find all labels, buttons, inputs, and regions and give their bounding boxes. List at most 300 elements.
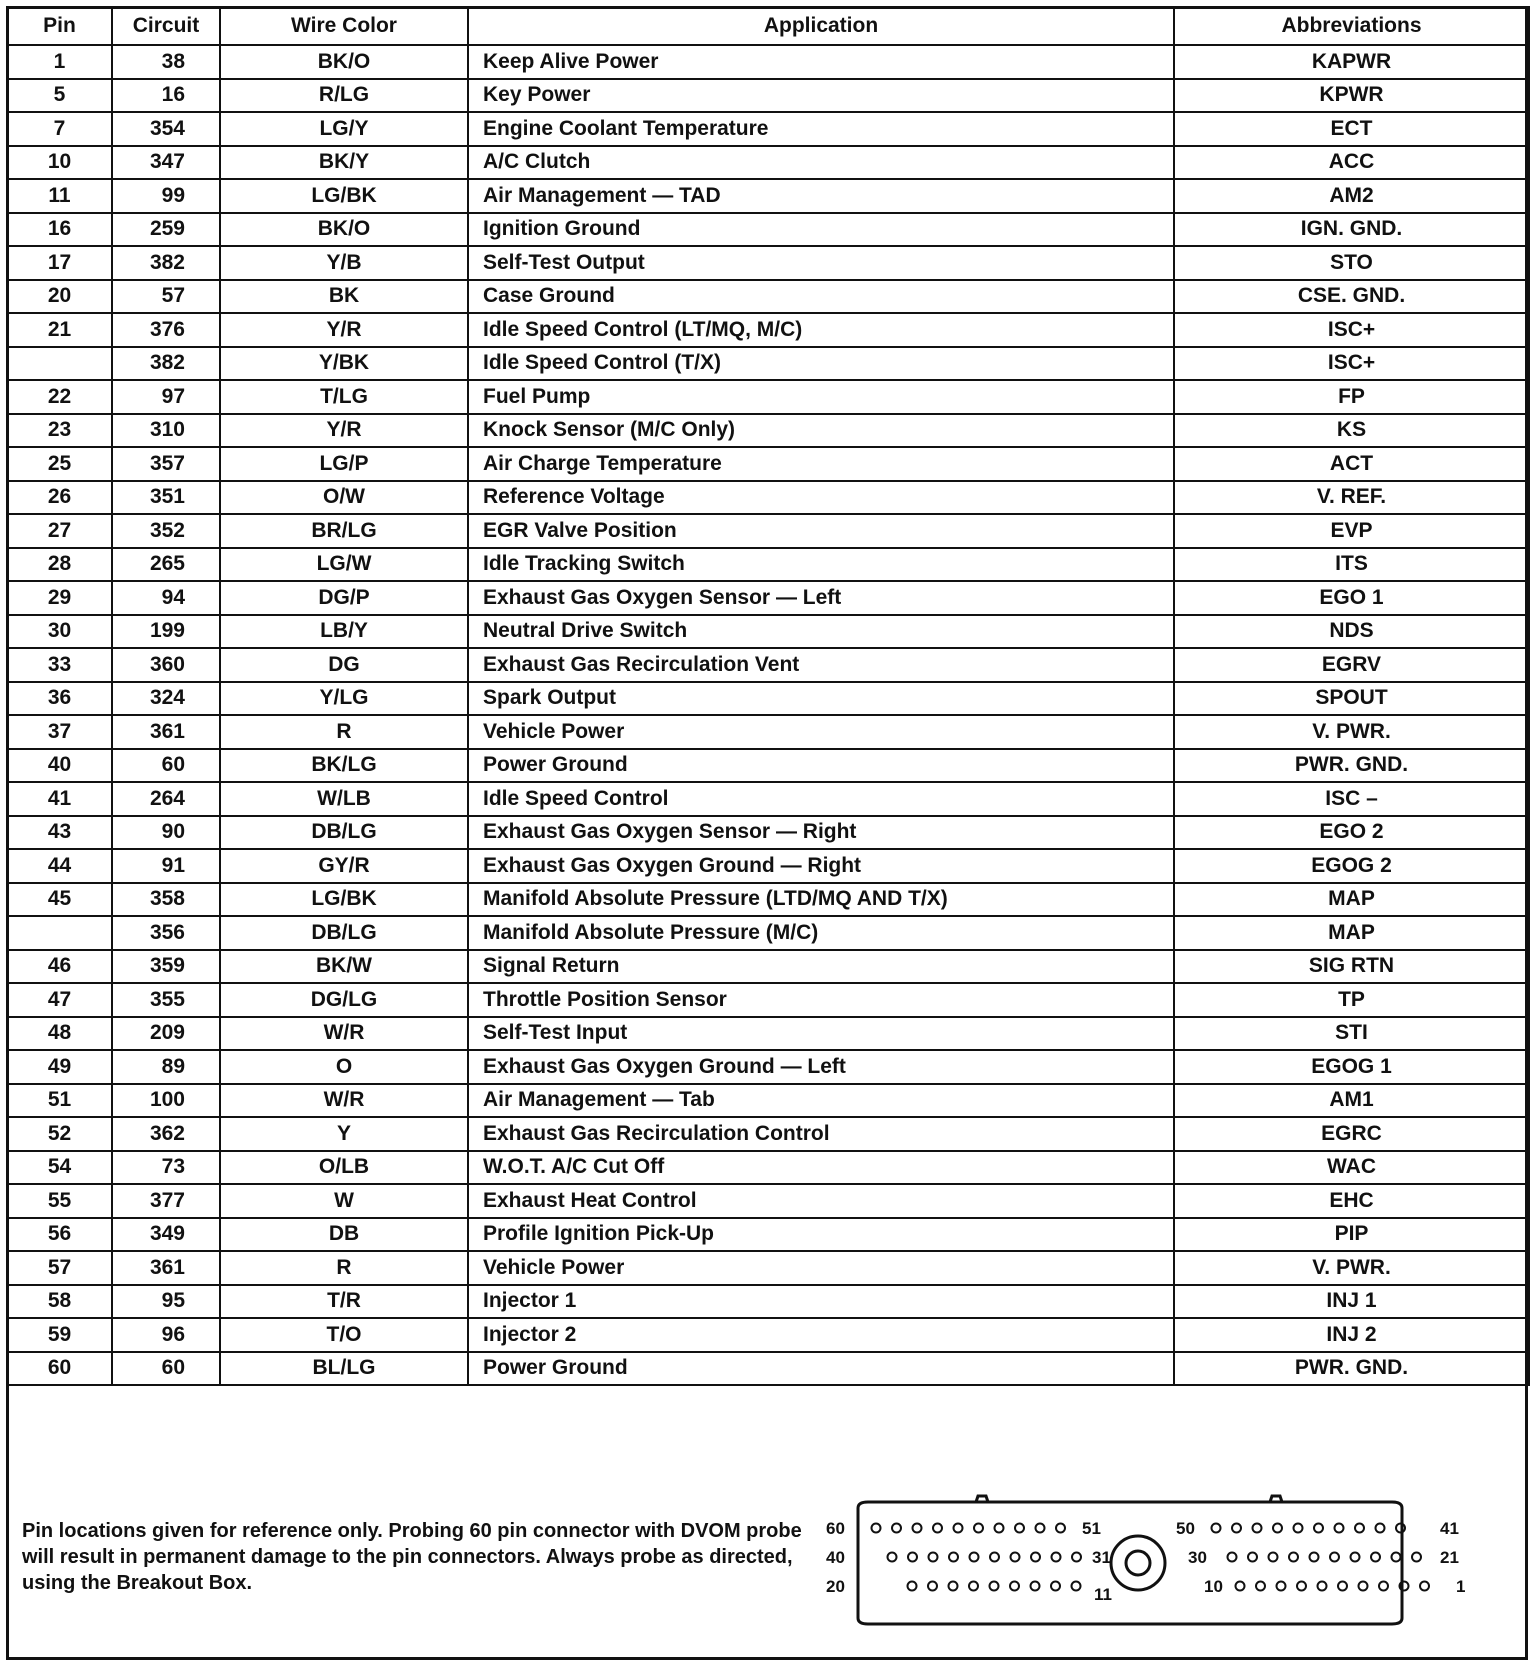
pin-cell: 54: [7, 1151, 112, 1185]
abbreviation-cell: ISC+: [1174, 313, 1529, 347]
pin-label-50: 50: [1176, 1519, 1195, 1538]
pin-hole: [1379, 1582, 1388, 1591]
pin-cell: 44: [7, 849, 112, 883]
circuit-cell: 73: [112, 1151, 220, 1185]
wire-color-cell: T/R: [220, 1285, 468, 1319]
circuit-cell: 356: [112, 916, 220, 950]
pin-hole: [1289, 1553, 1298, 1562]
wire-color-cell: T/LG: [220, 380, 468, 414]
table-row: [7, 79, 1529, 113]
abbreviation-cell: V. REF.: [1174, 481, 1529, 515]
application-cell: Knock Sensor (M/C Only): [468, 414, 1174, 448]
application-cell: W.O.T. A/C Cut Off: [468, 1151, 1174, 1185]
application-cell: Self-Test Input: [468, 1017, 1174, 1051]
pin-hole: [908, 1553, 917, 1562]
wire-color-cell: O/W: [220, 481, 468, 515]
pin-hole: [1355, 1524, 1364, 1533]
pin-label-51: 51: [1082, 1519, 1101, 1538]
pin-cell: 7: [7, 112, 112, 146]
pin-hole: [1236, 1582, 1245, 1591]
pin-hole: [1036, 1524, 1045, 1533]
pin-hole: [1248, 1553, 1257, 1562]
pin-hole: [970, 1553, 979, 1562]
header-circuit: Circuit: [112, 7, 220, 45]
table-row: [7, 1318, 1529, 1352]
application-cell: Throttle Position Sensor: [468, 983, 1174, 1017]
circuit-cell: 349: [112, 1218, 220, 1252]
table-row: [7, 213, 1529, 247]
application-cell: Keep Alive Power: [468, 45, 1174, 79]
pin-hole: [1310, 1553, 1319, 1562]
pin-cell: 36: [7, 682, 112, 716]
wire-color-cell: Y: [220, 1117, 468, 1151]
pin-hole: [1277, 1582, 1286, 1591]
table-row: [7, 682, 1529, 716]
pin-cell: 16: [7, 213, 112, 247]
circuit-cell: 354: [112, 112, 220, 146]
pin-cell: 20: [7, 280, 112, 314]
pin-hole: [1351, 1553, 1360, 1562]
pin-hole: [1212, 1524, 1221, 1533]
abbreviation-cell: MAP: [1174, 916, 1529, 950]
pin-hole: [995, 1524, 1004, 1533]
pin-hole: [949, 1553, 958, 1562]
pin-cell: 28: [7, 548, 112, 582]
pin-cell: 56: [7, 1218, 112, 1252]
pin-hole: [1010, 1582, 1019, 1591]
pin-hole: [954, 1524, 963, 1533]
wire-color-cell: BK: [220, 280, 468, 314]
pin-hole: [1273, 1524, 1282, 1533]
pin-label-11: 11: [1094, 1585, 1112, 1604]
pin-cell: 57: [7, 1251, 112, 1285]
pin-hole: [1371, 1553, 1380, 1562]
abbreviation-cell: EGO 2: [1174, 816, 1529, 850]
pin-label-31: 31: [1092, 1548, 1111, 1567]
wire-color-cell: BR/LG: [220, 514, 468, 548]
table-row: [7, 45, 1529, 79]
wire-color-cell: W/R: [220, 1017, 468, 1051]
pin-label-21: 21: [1440, 1548, 1459, 1567]
table-row: [7, 1017, 1529, 1051]
pin-cell: 29: [7, 581, 112, 615]
pin-hole: [1015, 1524, 1024, 1533]
table-row: [7, 1050, 1529, 1084]
abbreviation-cell: WAC: [1174, 1151, 1529, 1185]
circuit-cell: 352: [112, 514, 220, 548]
pin-cell: [7, 916, 112, 950]
application-cell: Idle Tracking Switch: [468, 548, 1174, 582]
pin-cell: 22: [7, 380, 112, 414]
connector-diagram: [820, 1486, 1520, 1636]
abbreviation-cell: STO: [1174, 246, 1529, 280]
pin-hole: [892, 1524, 901, 1533]
table-row: [7, 548, 1529, 582]
table-row: [7, 1218, 1529, 1252]
pin-hole: [1330, 1553, 1339, 1562]
table-row: [7, 1117, 1529, 1151]
pin-cell: 51: [7, 1084, 112, 1118]
pin-hole: [1072, 1553, 1081, 1562]
wire-color-cell: BK/W: [220, 950, 468, 984]
wire-color-cell: LG/BK: [220, 883, 468, 917]
pin-hole: [1253, 1524, 1262, 1533]
pin-hole: [1051, 1582, 1060, 1591]
pin-hole: [1297, 1582, 1306, 1591]
circuit-cell: 60: [112, 1352, 220, 1386]
connector-center-boss-outer: [1111, 1536, 1165, 1590]
abbreviation-cell: IGN. GND.: [1174, 213, 1529, 247]
circuit-cell: 265: [112, 548, 220, 582]
connector-center-boss-inner: [1126, 1551, 1150, 1575]
circuit-cell: 94: [112, 581, 220, 615]
pin-hole: [913, 1524, 922, 1533]
application-cell: Exhaust Heat Control: [468, 1184, 1174, 1218]
header-application: Application: [468, 7, 1174, 45]
abbreviation-cell: SIG RTN: [1174, 950, 1529, 984]
application-cell: Exhaust Gas Recirculation Vent: [468, 648, 1174, 682]
circuit-cell: 90: [112, 816, 220, 850]
wire-color-cell: O: [220, 1050, 468, 1084]
application-cell: Exhaust Gas Oxygen Ground — Right: [468, 849, 1174, 883]
pin-hole: [1256, 1582, 1265, 1591]
wire-color-cell: W: [220, 1184, 468, 1218]
table-row: [7, 1084, 1529, 1118]
pin-hole: [990, 1553, 999, 1562]
circuit-cell: 95: [112, 1285, 220, 1319]
pin-label-20: 20: [826, 1577, 845, 1596]
circuit-cell: 361: [112, 1251, 220, 1285]
application-cell: Idle Speed Control: [468, 782, 1174, 816]
table-row: [7, 447, 1529, 481]
abbreviation-cell: FP: [1174, 380, 1529, 414]
circuit-cell: 358: [112, 883, 220, 917]
application-cell: Injector 1: [468, 1285, 1174, 1319]
abbreviation-cell: ISC+: [1174, 347, 1529, 381]
pin-hole: [1420, 1582, 1429, 1591]
pin-cell: 5: [7, 79, 112, 113]
header-pin: Pin: [7, 7, 112, 45]
pin-hole: [1056, 1524, 1065, 1533]
abbreviation-cell: ACT: [1174, 447, 1529, 481]
abbreviation-cell: PWR. GND.: [1174, 749, 1529, 783]
pin-hole: [888, 1553, 897, 1562]
pin-cell: [7, 347, 112, 381]
circuit-cell: 359: [112, 950, 220, 984]
circuit-cell: 38: [112, 45, 220, 79]
abbreviation-cell: EVP: [1174, 514, 1529, 548]
application-cell: Profile Ignition Pick-Up: [468, 1218, 1174, 1252]
application-cell: Injector 2: [468, 1318, 1174, 1352]
abbreviation-cell: EGO 1: [1174, 581, 1529, 615]
wire-color-cell: Y/BK: [220, 347, 468, 381]
pin-hole: [1359, 1582, 1368, 1591]
abbreviation-cell: EGRV: [1174, 648, 1529, 682]
pin-cell: 30: [7, 615, 112, 649]
circuit-cell: 362: [112, 1117, 220, 1151]
pin-cell: 11: [7, 179, 112, 213]
circuit-cell: 259: [112, 213, 220, 247]
note-line: Pin locations given for reference only. Probing 60 pin connector with DVOM probe: [22, 1520, 802, 1542]
wire-color-cell: Y/R: [220, 313, 468, 347]
application-cell: Reference Voltage: [468, 481, 1174, 515]
wire-color-cell: LB/Y: [220, 615, 468, 649]
pin-cell: 60: [7, 1352, 112, 1386]
pin-label-30: 30: [1188, 1548, 1207, 1567]
wire-color-cell: LG/Y: [220, 112, 468, 146]
wire-color-cell: Y/R: [220, 414, 468, 448]
table-row: [7, 112, 1529, 146]
abbreviation-cell: ITS: [1174, 548, 1529, 582]
wire-color-cell: DB/LG: [220, 816, 468, 850]
pin-cell: 1: [7, 45, 112, 79]
wire-color-cell: R: [220, 715, 468, 749]
wire-color-cell: BK/O: [220, 45, 468, 79]
table-row: [7, 581, 1529, 615]
pin-label-40: 40: [826, 1548, 845, 1567]
pin-cell: 41: [7, 782, 112, 816]
table-row: [7, 648, 1529, 682]
circuit-cell: 355: [112, 983, 220, 1017]
wire-color-cell: GY/R: [220, 849, 468, 883]
application-cell: Exhaust Gas Recirculation Control: [468, 1117, 1174, 1151]
table-row: [7, 414, 1529, 448]
circuit-cell: 361: [112, 715, 220, 749]
abbreviation-cell: MAP: [1174, 883, 1529, 917]
application-cell: EGR Valve Position: [468, 514, 1174, 548]
circuit-cell: 16: [112, 79, 220, 113]
pin-cell: 47: [7, 983, 112, 1017]
abbreviation-cell: TP: [1174, 983, 1529, 1017]
application-cell: Key Power: [468, 79, 1174, 113]
table-row: [7, 715, 1529, 749]
pin-hole: [1376, 1524, 1385, 1533]
circuit-cell: 199: [112, 615, 220, 649]
wire-color-cell: R: [220, 1251, 468, 1285]
application-cell: Power Ground: [468, 749, 1174, 783]
pin-cell: 40: [7, 749, 112, 783]
abbreviation-cell: AM1: [1174, 1084, 1529, 1118]
pin-hole: [1031, 1553, 1040, 1562]
connector-outline: [858, 1502, 1402, 1624]
application-cell: Manifold Absolute Pressure (M/C): [468, 916, 1174, 950]
application-cell: Signal Return: [468, 950, 1174, 984]
application-cell: Exhaust Gas Oxygen Sensor — Left: [468, 581, 1174, 615]
table-row: [7, 615, 1529, 649]
table-row: [7, 146, 1529, 180]
pin-hole: [1052, 1553, 1061, 1562]
abbreviation-cell: CSE. GND.: [1174, 280, 1529, 314]
circuit-cell: 209: [112, 1017, 220, 1051]
pin-cell: 45: [7, 883, 112, 917]
application-cell: Power Ground: [468, 1352, 1174, 1386]
table-row: [7, 950, 1529, 984]
wire-color-cell: DB: [220, 1218, 468, 1252]
circuit-cell: 97: [112, 380, 220, 414]
pin-hole: [1269, 1553, 1278, 1562]
pin-hole: [1392, 1553, 1401, 1562]
pin-cell: 27: [7, 514, 112, 548]
header-abbreviations: Abbreviations: [1174, 7, 1529, 45]
pin-cell: 48: [7, 1017, 112, 1051]
abbreviation-cell: EGOG 2: [1174, 849, 1529, 883]
pin-hole: [872, 1524, 881, 1533]
table-row: [7, 179, 1529, 213]
circuit-cell: 100: [112, 1084, 220, 1118]
wire-color-cell: W/R: [220, 1084, 468, 1118]
wire-color-cell: BK/LG: [220, 749, 468, 783]
table-row: [7, 280, 1529, 314]
abbreviation-cell: EGOG 1: [1174, 1050, 1529, 1084]
circuit-cell: 60: [112, 749, 220, 783]
wire-color-cell: W/LB: [220, 782, 468, 816]
header-row: [7, 7, 1529, 45]
wire-color-cell: BL/LG: [220, 1352, 468, 1386]
pin-hole: [974, 1524, 983, 1533]
abbreviation-cell: INJ 1: [1174, 1285, 1529, 1319]
table-row: [7, 916, 1529, 950]
pin-label-41: 41: [1440, 1519, 1459, 1538]
circuit-cell: 360: [112, 648, 220, 682]
application-cell: Engine Coolant Temperature: [468, 112, 1174, 146]
circuit-cell: 376: [112, 313, 220, 347]
abbreviation-cell: KPWR: [1174, 79, 1529, 113]
application-cell: Vehicle Power: [468, 715, 1174, 749]
table-row: [7, 1184, 1529, 1218]
table-row: [7, 849, 1529, 883]
pin-cell: 52: [7, 1117, 112, 1151]
note-line: using the Breakout Box.: [22, 1572, 253, 1594]
pin-cell: 25: [7, 447, 112, 481]
pin-cell: 49: [7, 1050, 112, 1084]
pin-hole: [1314, 1524, 1323, 1533]
pin-cell: 59: [7, 1318, 112, 1352]
pin-hole: [990, 1582, 999, 1591]
table-row: [7, 313, 1529, 347]
pin-cell: 33: [7, 648, 112, 682]
wire-color-cell: DG: [220, 648, 468, 682]
pin-hole: [1412, 1553, 1421, 1562]
circuit-cell: 264: [112, 782, 220, 816]
pin-cell: 21: [7, 313, 112, 347]
table-row: [7, 749, 1529, 783]
wire-color-cell: DB/LG: [220, 916, 468, 950]
note-line: will result in permanent damage to the pin connectors. Always probe as directed,: [22, 1546, 793, 1568]
circuit-cell: 96: [112, 1318, 220, 1352]
wire-color-cell: LG/W: [220, 548, 468, 582]
pin-hole: [1318, 1582, 1327, 1591]
pin-label-1: 1: [1456, 1577, 1466, 1596]
pin-hole: [1294, 1524, 1303, 1533]
application-cell: Idle Speed Control (T/X): [468, 347, 1174, 381]
table-row: [7, 782, 1529, 816]
pin-hole: [1072, 1582, 1081, 1591]
abbreviation-cell: AM2: [1174, 179, 1529, 213]
wire-color-cell: Y/B: [220, 246, 468, 280]
pin-cell: 26: [7, 481, 112, 515]
wire-color-cell: DG/LG: [220, 983, 468, 1017]
pin-hole: [908, 1582, 917, 1591]
application-cell: A/C Clutch: [468, 146, 1174, 180]
pin-cell: 46: [7, 950, 112, 984]
table-row: [7, 246, 1529, 280]
abbreviation-cell: ECT: [1174, 112, 1529, 146]
application-cell: Air Management — Tab: [468, 1084, 1174, 1118]
abbreviation-cell: V. PWR.: [1174, 715, 1529, 749]
wire-color-cell: Y/LG: [220, 682, 468, 716]
circuit-cell: 357: [112, 447, 220, 481]
application-cell: Exhaust Gas Oxygen Ground — Left: [468, 1050, 1174, 1084]
wire-color-cell: T/O: [220, 1318, 468, 1352]
abbreviation-cell: ACC: [1174, 146, 1529, 180]
probe-warning-note: [22, 1518, 822, 1596]
wire-color-cell: LG/BK: [220, 179, 468, 213]
application-cell: Manifold Absolute Pressure (LTD/MQ AND T/X): [468, 883, 1174, 917]
pin-label-60: 60: [826, 1519, 845, 1538]
pin-cell: 43: [7, 816, 112, 850]
circuit-cell: 89: [112, 1050, 220, 1084]
pin-hole: [1338, 1582, 1347, 1591]
application-cell: Fuel Pump: [468, 380, 1174, 414]
table-row: [7, 380, 1529, 414]
header-wire-color: Wire Color: [220, 7, 468, 45]
pin-label-10: 10: [1204, 1577, 1223, 1596]
application-cell: Neutral Drive Switch: [468, 615, 1174, 649]
wire-color-cell: BK/Y: [220, 146, 468, 180]
table-row: [7, 983, 1529, 1017]
abbreviation-cell: INJ 2: [1174, 1318, 1529, 1352]
abbreviation-cell: PIP: [1174, 1218, 1529, 1252]
abbreviation-cell: V. PWR.: [1174, 1251, 1529, 1285]
abbreviation-cell: EGRC: [1174, 1117, 1529, 1151]
circuit-cell: 57: [112, 280, 220, 314]
circuit-cell: 347: [112, 146, 220, 180]
circuit-cell: 382: [112, 246, 220, 280]
pin-cell: 23: [7, 414, 112, 448]
table-row: [7, 816, 1529, 850]
application-cell: Air Management — TAD: [468, 179, 1174, 213]
wire-color-cell: BK/O: [220, 213, 468, 247]
pin-cell: 10: [7, 146, 112, 180]
pin-hole: [1228, 1553, 1237, 1562]
table-row: [7, 883, 1529, 917]
abbreviation-cell: NDS: [1174, 615, 1529, 649]
application-cell: Case Ground: [468, 280, 1174, 314]
pin-cell: 37: [7, 715, 112, 749]
circuit-cell: 310: [112, 414, 220, 448]
application-cell: Idle Speed Control (LT/MQ, M/C): [468, 313, 1174, 347]
table-row: [7, 1151, 1529, 1185]
application-cell: Air Charge Temperature: [468, 447, 1174, 481]
table-row: [7, 514, 1529, 548]
wire-color-cell: R/LG: [220, 79, 468, 113]
pin-hole: [933, 1524, 942, 1533]
abbreviation-cell: KS: [1174, 414, 1529, 448]
abbreviation-cell: STI: [1174, 1017, 1529, 1051]
pin-hole: [1335, 1524, 1344, 1533]
abbreviation-cell: EHC: [1174, 1184, 1529, 1218]
pin-cell: 55: [7, 1184, 112, 1218]
wire-color-cell: LG/P: [220, 447, 468, 481]
pin-cell: 58: [7, 1285, 112, 1319]
application-cell: Exhaust Gas Oxygen Sensor — Right: [468, 816, 1174, 850]
pin-hole: [1011, 1553, 1020, 1562]
abbreviation-cell: KAPWR: [1174, 45, 1529, 79]
connector-pin-holes: [872, 1524, 1430, 1591]
table-row: [7, 1251, 1529, 1285]
application-cell: Self-Test Output: [468, 246, 1174, 280]
pin-hole: [1031, 1582, 1040, 1591]
